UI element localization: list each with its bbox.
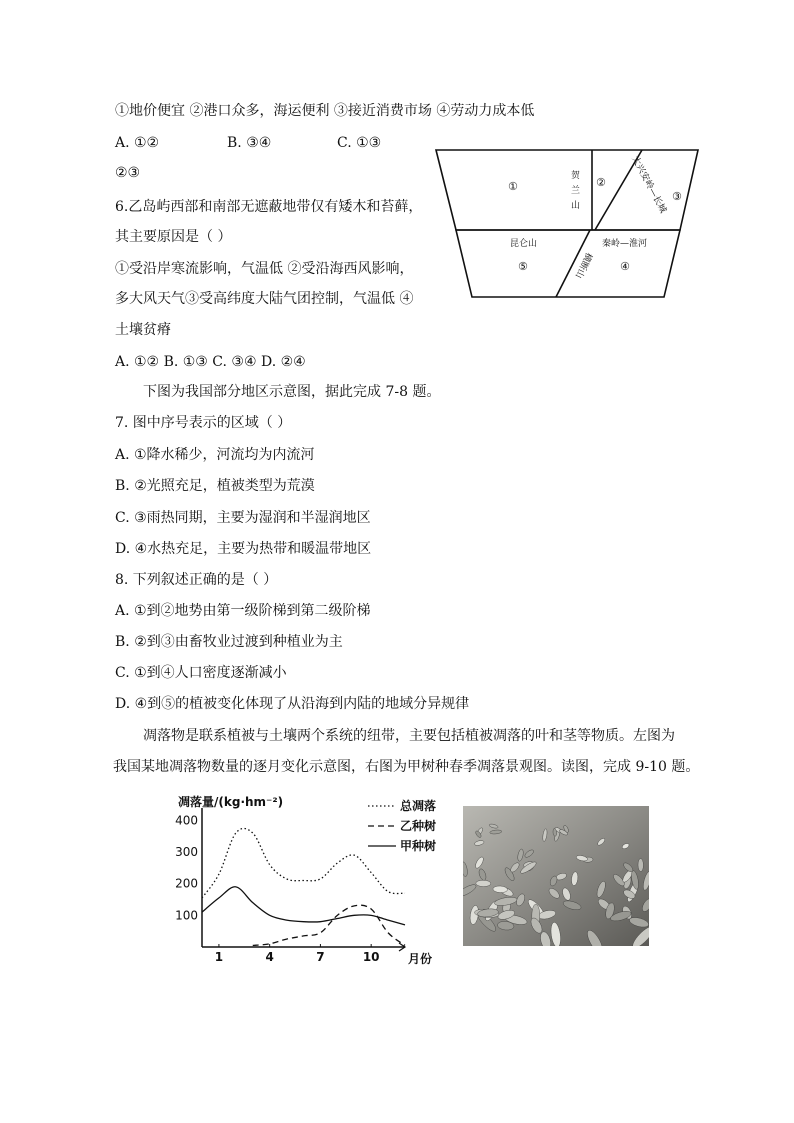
map-label-helan: 贺兰山	[569, 170, 579, 215]
map-label-kunlun: 昆仑山	[510, 239, 538, 249]
chart-x-tick-label: 1	[214, 950, 224, 964]
q5-option-c: C. ①③	[337, 135, 382, 151]
intro-9-10-line2: 我国某地凋落物数量的逐月变化示意图，右图为甲树种春季凋落景观图。读图，完成 9-10 题。	[113, 759, 700, 775]
chart-y-tick-label: 100	[175, 908, 198, 923]
q8-stem: 8. 下列叙述正确的是（ ）	[115, 572, 278, 588]
chart-y-tick-label: 400	[175, 813, 198, 828]
q7-option-a: A. ①降水稀少，河流均为内流河	[115, 447, 315, 463]
map-label-hengduan: 横断山	[572, 250, 594, 280]
q6-stem-line1: 6.乙岛屿西部和南部无遮蔽地带仅有矮木和苔藓，	[115, 199, 423, 215]
region-map	[430, 140, 704, 300]
q5-option-a: A. ①②	[115, 135, 160, 151]
q6-stem-line2: 其主要原因是（ ）	[115, 229, 232, 245]
chart-series-line	[253, 905, 405, 945]
map-region-2: ②	[596, 176, 606, 189]
chart-legend-label: 乙种树	[400, 819, 437, 833]
q8-option-d: D. ④到⑤的植被变化体现了从沿海到内陆的地域分异规律	[115, 696, 470, 712]
leaf-shape	[638, 858, 644, 871]
q7-option-c: C. ③雨热同期，主要为湿润和半湿润地区	[115, 510, 371, 526]
litter-chart	[160, 792, 450, 972]
chart-y-axis-label: 凋落量/(kg·hm⁻²)	[178, 795, 284, 809]
chart-x-tick-label: 10	[362, 950, 380, 964]
intro-9-10-line1: 凋落物是联系植被与土壤两个系统的纽带，主要包括植被凋落的叶和茎等物质。左图为	[143, 728, 675, 744]
map-region-1: ①	[508, 180, 518, 193]
q7-option-d: D. ④水热充足，主要为热带和暖温带地区	[115, 541, 372, 557]
q5-factors: ①地价便宜 ②港口众多，海运便利 ③接近消费市场 ④劳动力成本低	[115, 103, 535, 119]
chart-series-line	[202, 887, 405, 925]
map-region-4: ④	[620, 260, 630, 273]
q6-statements-line2: 多大风天气③受高纬度大陆气团控制，气温低 ④	[115, 291, 414, 307]
map-label-daxinganling: 大兴安岭—长城	[629, 154, 668, 216]
map-label-qinling: 秦岭—淮河	[602, 239, 648, 249]
chart-x-tick-label: 4	[265, 950, 274, 964]
chart-x-tick-label: 7	[316, 950, 325, 964]
q5-option-b: B. ③④	[227, 135, 272, 151]
map-upper-frame	[436, 150, 698, 230]
intro-7-8: 下图为我国部分地区示意图，据此完成 7-8 题。	[143, 384, 441, 400]
leaf-shape	[476, 880, 491, 887]
q5-option-d-tail: ②③	[115, 165, 141, 181]
q5-options	[115, 133, 381, 153]
chart-legend-label: 甲种树	[400, 839, 437, 853]
map-region-3: ③	[672, 190, 682, 203]
q7-option-b: B. ②光照充足，植被类型为荒漠	[115, 478, 315, 494]
q6-statements-line1: ①受沿岸寒流影响，气温低 ②受沿海西风影响，	[115, 261, 414, 277]
q7-stem: 7. 图中序号表示的区域（ ）	[115, 415, 292, 431]
q8-option-b: B. ②到③由畜牧业过渡到种植业为主	[115, 634, 343, 650]
q6-options: A. ①② B. ①③ C. ③④ D. ②④	[115, 354, 306, 370]
leaf-litter-photo	[463, 806, 649, 946]
chart-x-axis-label: 月份	[408, 952, 433, 966]
q8-option-a: A. ①到②地势由第一级阶梯到第二级阶梯	[115, 603, 371, 619]
q6-statements-line3: 土壤贫瘠	[115, 322, 171, 338]
chart-legend-label: 总凋落	[400, 799, 437, 813]
map-region-5: ⑤	[518, 260, 528, 273]
chart-y-tick-label: 300	[175, 845, 198, 859]
chart-y-tick-label: 200	[175, 876, 198, 891]
q8-option-c: C. ①到④人口密度逐渐减小	[115, 665, 287, 681]
